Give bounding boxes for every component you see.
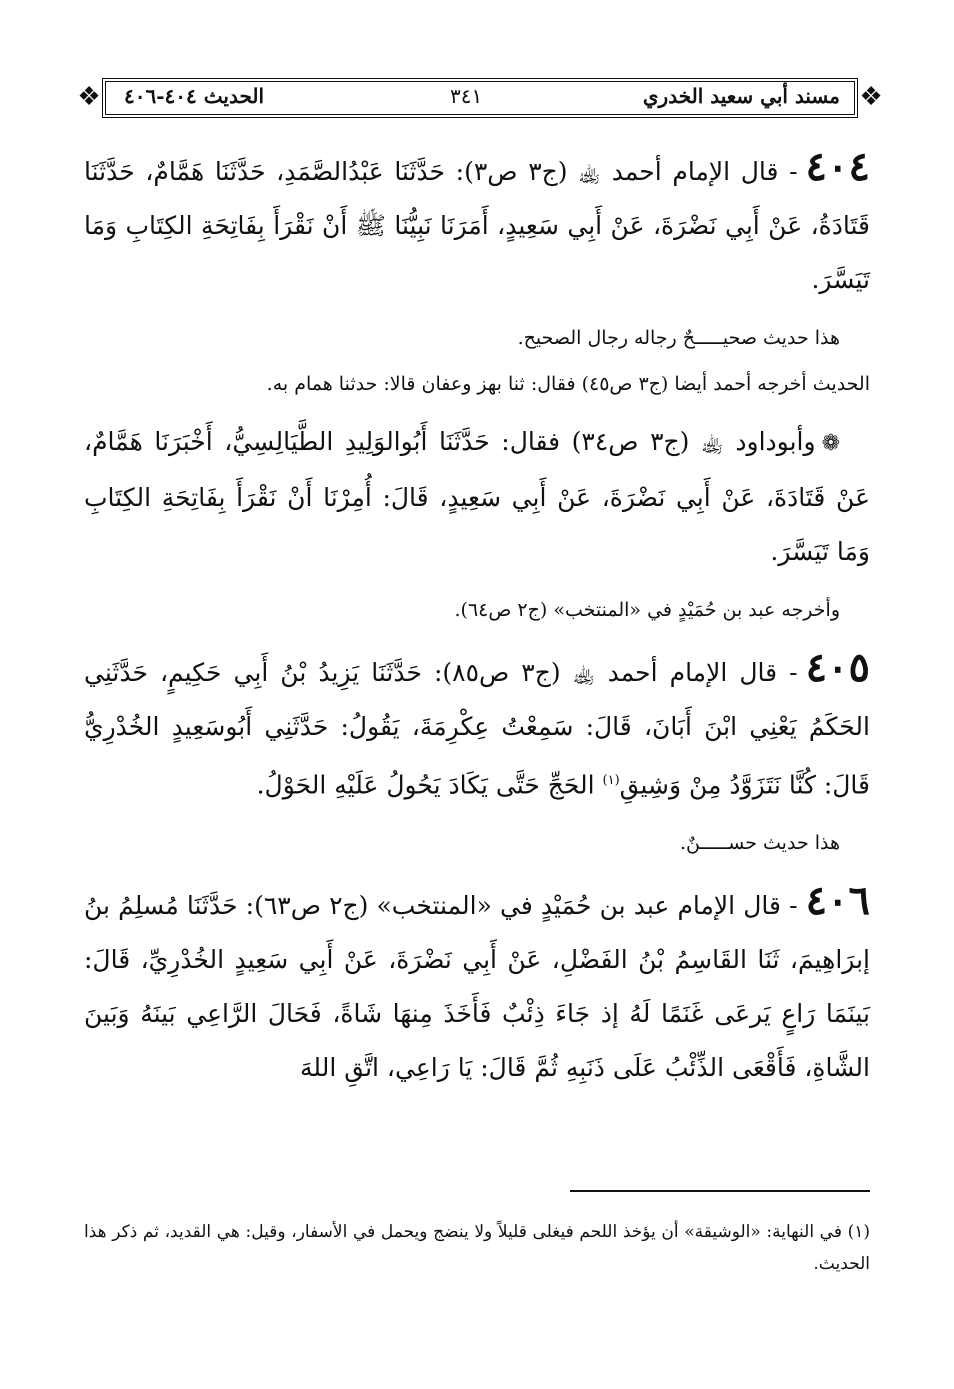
hadith-404-number: ٤٠٤	[805, 143, 870, 190]
hadith-406-text: - قال الإمام عبد بن حُمَيْدٍ في «المنتخب» (ج٢ ص٦٣): حَدَّثَنَا مُسلِمُ بنُ إبرَاهِيمَ، ثَنَا القَاسِمُ بْنُ الفَضْلِ، عَنْ أَبِي نَضْرَةَ، عَنْ أَبِي سَعِيدٍ الخُدْرِيِّ، قَالَ: بَينَمَا رَاعٍ يَرعَى غَنَمًا لَهُ إذ جَاءَ ذِئْبٌ فَأَخَذَ مِنهَا شَاةً، فَحَالَ الرَّاعِي بَينَهُ وَبَينَ الشَّاةِ، فَأَقْعَى الذِّئْبُ عَلَى ذَنَبِهِ ثُمَّ قَالَ: يَا رَاعِي، اتَّقِ اللهَ	[84, 891, 870, 1083]
hadith-range: الحديث ٤٠٤-٤٠٦	[124, 84, 265, 108]
hadith-405-grading: هذا حديث حســـــنٌ.	[679, 832, 840, 855]
abudawud-narration	[84, 415, 870, 579]
page-header	[72, 70, 888, 126]
abudawud-text: وأبوداود ﵀ (ج٣ ص٣٤) فقال: حَدَّثَنَا أَبُوالوَلِيدِ الطَّيَالِسِيُّ، أَخْبَرَنَا هَمَّامٌ، عَنْ قَتَادَةَ، عَنْ أَبِي نَضْرَةَ، عَنْ أَبِي سَعِيدٍ، قَالَ: أُمِرْنَا أَنْ نَقْرَأَ بِفَاتِحَةِ الكِتَابِ وَمَا تَيَسَّرَ.	[84, 427, 870, 566]
footnote-ref[interactable]: (١)	[602, 773, 620, 788]
hadith-406-number: ٤٠٦	[805, 877, 871, 925]
hadith-404	[84, 140, 870, 307]
page-body	[84, 140, 870, 1095]
hadith-405	[84, 641, 870, 812]
hadith-404-takhrij: الحديث أخرجه أحمد أيضا (ج٣ ص٤٥) فقال: ثنا بهز وعفان قالا: حدثنا همام به.	[266, 373, 870, 395]
footnote: (١) في النهاية: «الوشيقة» أن يؤخذ اللحم فيغلى قليلاً ولا ينضج ويحمل في الأسفار، وقيل: هي القديد، ثم ذكر هذا الحديث.	[84, 1222, 870, 1274]
ornament-left-icon: ❖	[77, 82, 101, 112]
hadith-405-text-b: الحَجِّ حَتَّى يَكَادَ يَحُولُ عَلَيْهِ الحَوْلُ.	[256, 770, 603, 800]
hadith-406	[84, 874, 870, 1095]
hadith-405-number: ٤٠٥	[805, 644, 871, 691]
book-title: مسند أبي سعيد الخدري	[642, 84, 840, 108]
hadith-404-text: - قال الإمام أحمد ﵀ (ج٣ ص٣): حَدَّثَنَا عَبْدُالصَّمَدِ، حَدَّثَنَا هَمَّامٌ، حَدَّثَنَا قَتَادَةُ، عَنْ أَبِي نَضْرَةَ، عَنْ أَبِي سَعِيدٍ، أَمَرَنَا نَبِيُّنَا ﷺ أَنْ نَقْرَأَ بِفَاتِحَةِ الكِتَابِ وَمَا تَيَسَّرَ.	[84, 157, 870, 294]
hadith-404-grading: هذا حديث صحيـــــحٌ رجاله رجال الصحيح.	[517, 327, 840, 349]
hadith-405-text-a: - قال الإمام أحمد ﵀ (ج٣ ص٨٥): حَدَّثَنَا يَزِيدُ بْنُ أَبِي حَكِيمٍ، حَدَّثَنِي الحَكَمُ يَعْنِي ابْنَ أَبَانَ، قَالَ: سَمِعْتُ عِكْرِمَةَ، يَقُولُ: حَدَّثَنِي أَبُوسَعِيدٍ الخُدْرِيُّ قَالَ: كُنَّا نَتَزَوَّدُ مِنْ وَشِيقِ	[84, 658, 870, 800]
ornament-right-icon: ❖	[859, 82, 883, 112]
footnote-divider	[570, 1190, 870, 1192]
flower-ornament-icon: ❁	[821, 431, 841, 456]
page-number: ٣٤١	[450, 84, 483, 108]
hadith-404-takhrij-2: وأخرجه عبد بن حُمَيْدٍ في «المنتخب» (ج٢ ص٦٤).	[454, 599, 840, 621]
